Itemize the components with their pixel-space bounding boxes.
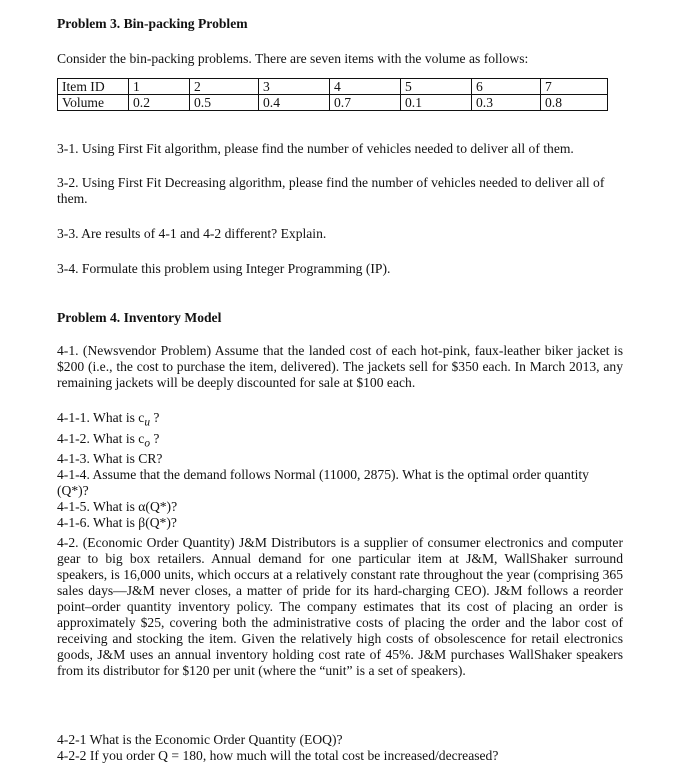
question-4-2-intro: 4-2. (Economic Order Quantity) J&M Distributors is a supplier of consumer electronics and computer gear to big box retailers. Annual demand for one particular item at J&M, WallShaker surround speakers, is 16,000 units, which occurs at a relatively constant rate throughout the year (comprising 365 sales days—J&M never closes, a matter of pride for its hard-charging CEO). J&M follows a reorder point–order quantity inventory policy. The company estimates that its cost of placing an order is approximately $25, covering both the administrative costs of placing the order and the labor cost of receiving and stocking the item. Given the relatively high costs of obsolescence for retail electronics goods, J&M uses an annual inventory holding cost rate of 45%. J&M purchases WallShaker speakers from its distributor for $120 per unit (where the “unit” is a set of speakers). [57,535,623,678]
question-4-1-1: 4-1-1. What is $c_u$ ? [57,410,160,429]
table-cell: 5 [401,79,472,95]
items-table [57,78,608,111]
table-cell: 0.2 [129,95,190,111]
question-4-1-5: 4-1-5. What is α(Q*)? [57,499,178,515]
table-cell: 0.1 [401,95,472,111]
question-3-4: 3-4. Formulate this problem using Integer Programming (IP). [57,261,391,276]
table-cell: 6 [472,79,541,95]
problem3-intro: Consider the bin-packing problems. There are seven items with the volume as follows: [57,51,529,66]
table-cell: 0.7 [330,95,401,111]
question-4-2-1: 4-2-1 What is the Economic Order Quantity (EOQ)? [57,732,343,747]
table-cell: 1 [129,79,190,95]
table-row-volume [58,95,608,111]
table-cell: 7 [541,79,608,95]
question-3-1: 3-1. Using First Fit algorithm, please find the number of vehicles needed to deliver all of them. [57,141,574,156]
question-4-1-2: 4-1-2. What is $c_o$ ? [57,430,160,450]
question-4-2-subparts [57,732,623,764]
table-cell: 3 [259,79,330,95]
table-cell: 4 [330,79,401,95]
question-4-1-intro: 4-1. (Newsvendor Problem) Assume that the landed cost of each hot-pink, faux-leather biker jacket is $200 (i.e., the cost to purchase the item, delivered). The jackets sell for $350 each. In March 2013, any remaining jackets will be deeply discounted for sale at $100 each. [57,343,623,390]
table-header-item-id: Item ID [58,79,129,95]
problem3-title: Problem 3. Bin-packing Problem [57,16,248,31]
table-cell: 0.3 [472,95,541,111]
table-row-item-id [58,79,608,95]
table-cell: 2 [190,79,259,95]
table-header-volume: Volume [58,95,129,111]
question-3-2: 3-2. Using First Fit Decreasing algorithm, please find the number of vehicles needed to deliver all of them. [57,175,605,206]
question-4-2-2: 4-2-2 If you order Q = 180, how much will the total cost be increased/decreased? [57,748,499,763]
question-3-3: 3-3. Are results of 4-1 and 4-2 different? Explain. [57,226,327,241]
table-cell: 0.4 [259,95,330,111]
items-table-wrapper [57,78,623,111]
question-4-1-3: 4-1-3. What is CR? [57,451,163,467]
table-cell: 0.5 [190,95,259,111]
question-4-1-subparts [57,410,623,531]
question-4-1-6: 4-1-6. What is β(Q*)? [57,515,177,531]
table-cell: 0.8 [541,95,608,111]
question-4-1-4: 4-1-4. Assume that the demand follows Normal (11000, 2875). What is the optimal order quantity (Q*)? [57,467,589,499]
problem4-title: Problem 4. Inventory Model [57,310,222,325]
